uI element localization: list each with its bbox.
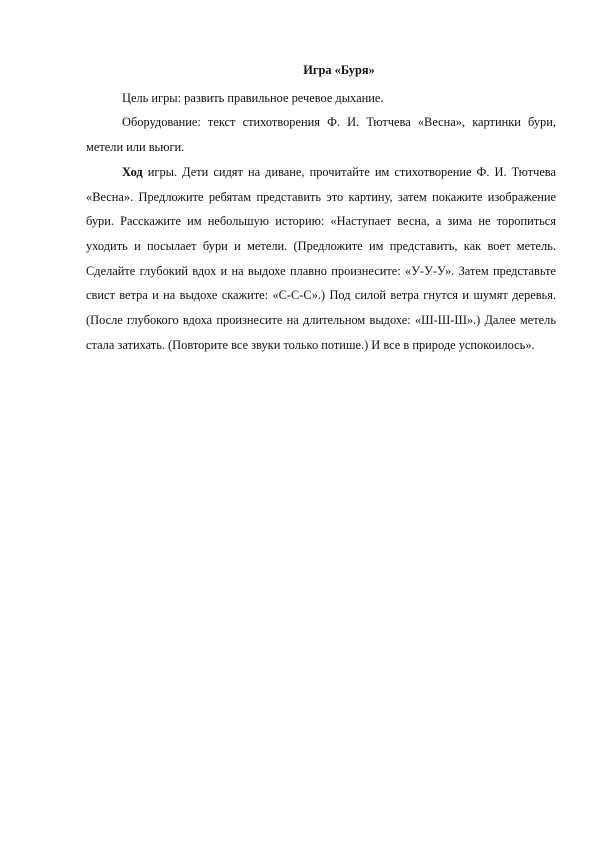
goal-paragraph: Цель игры: развить правильное речевое дыхание. xyxy=(122,90,384,105)
progress-paragraph xyxy=(86,160,556,358)
progress-text: игры. Дети сидят на диване, прочитайте им стихотворение Ф. И. Тютчева «Весна». Предложите ребятам представить это картину, затем покажите изображение бури. Расскажите им небольшую историю: «Наступает весна, а зима не торопиться уходить и посылает бури и метели. (Предложите им представить, как воет метель. Сделайте глубокий вдох и на выдохе плавно произнесите: «У-У-У». Затем представьте свист ветра и на выдохе скажите: «С-С-С».) Под силой ветра гнутся и шумят деревья. (После глубокого вдоха произнесите на длительном выдохе: «Ш-Ш-Ш».) Далее метель стала затихать. (Повторите все звуки только потише.) И все в природе успокоилось». xyxy=(86,164,556,352)
document-title: Игра «Буря» xyxy=(303,63,375,77)
progress-label: Ход xyxy=(122,164,143,179)
equipment-paragraph: Оборудование: текст стихотворения Ф. И. Тютчева «Весна», картинки бури, метели или вьюги. xyxy=(86,115,556,155)
document-body xyxy=(86,58,556,357)
